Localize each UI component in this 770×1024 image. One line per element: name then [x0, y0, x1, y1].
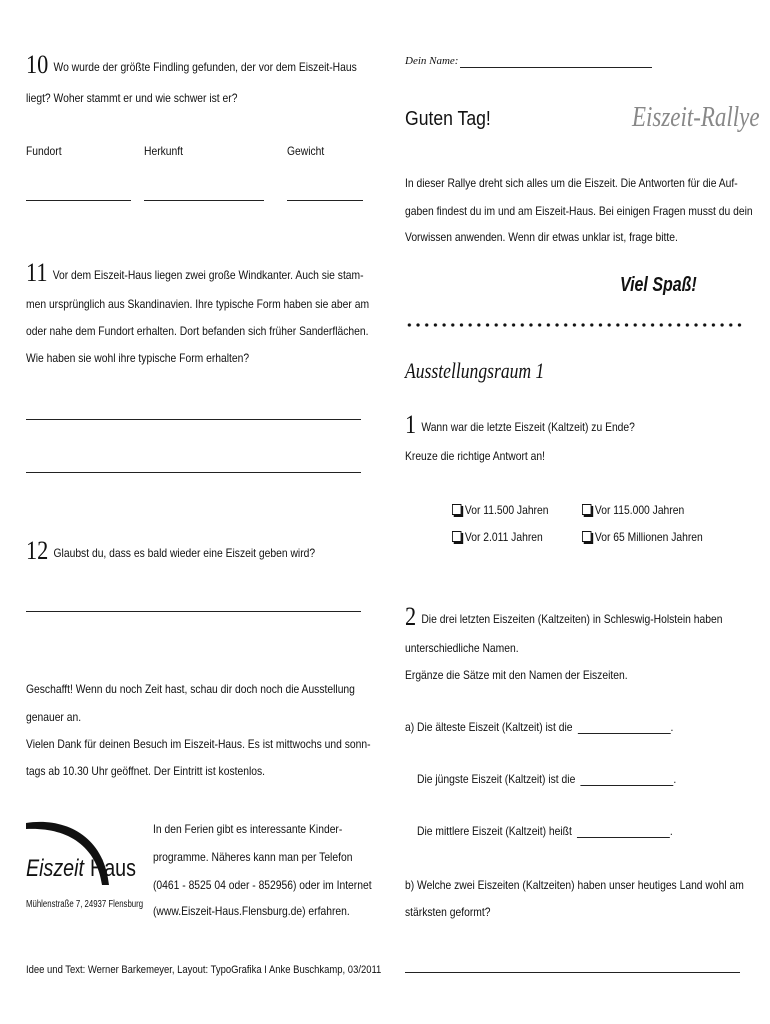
- q2a3-line: Die mittlere Eiszeit (Kaltzeit) heißt .: [417, 824, 673, 838]
- closing-line3: Vielen Dank für deinen Besuch im Eiszeit-Haus. Es ist mittwochs und sonn-: [26, 737, 371, 751]
- q2a2-line: Die jüngste Eiszeit (Kaltzeit) ist die .: [417, 772, 677, 786]
- q10-text: Wo wurde der größte Findling gefunden, der vor dem Eiszeit-Haus: [53, 60, 357, 74]
- q2a-answer-line[interactable]: [578, 721, 671, 734]
- viel-spass: Viel Spaß!: [620, 274, 697, 296]
- q1-text: Wann war die letzte Eiszeit (Kaltzeit) zu Ende?: [421, 420, 635, 434]
- checkbox-icon[interactable]: [452, 504, 461, 515]
- q12-line: [26, 538, 315, 566]
- checkbox-icon[interactable]: [582, 504, 591, 515]
- intro-line2: gaben findest du im und am Eiszeit-Haus. Bei einigen Fragen musst du dein: [405, 204, 753, 218]
- q12-text: Glaubst du, dass es bald wieder eine Eiszeit geben wird?: [53, 546, 316, 560]
- holidays-line2: programme. Näheres kann man per Telefon: [153, 850, 353, 864]
- q1-option-1-label: Vor 11.500 Jahren: [464, 503, 549, 517]
- fundort-label: Fundort: [26, 144, 62, 158]
- q1-line2: Kreuze die richtige Antwort an!: [405, 449, 545, 463]
- dotted-divider: [405, 323, 745, 327]
- checkbox-icon[interactable]: [582, 531, 591, 542]
- q2-line2: unterschiedliche Namen.: [405, 641, 519, 655]
- q11-line1: [26, 260, 364, 288]
- q1-option-2[interactable]: [582, 497, 684, 523]
- q2a3-answer-line[interactable]: [577, 825, 670, 838]
- q2-text: Die drei letzten Eiszeiten (Kaltzeiten) in Schleswig-Holstein haben: [421, 612, 723, 626]
- q1-option-3-label: Vor 2.011 Jahren: [464, 530, 543, 544]
- name-label: Dein Name:: [405, 55, 459, 67]
- herkunft-answer-line[interactable]: [144, 200, 264, 201]
- logo-address: Mühlenstraße 7, 24937 Flensburg: [26, 899, 144, 910]
- q11-text: Vor dem Eiszeit-Haus liegen zwei große Windkanter. Auch sie stam-: [52, 268, 364, 282]
- q2a-line: a) Die älteste Eiszeit (Kaltzeit) ist die .: [405, 720, 674, 734]
- q11-line2: men ursprünglich aus Skandinavien. Ihre typische Form haben sie aber am: [26, 297, 370, 311]
- gewicht-label: Gewicht: [287, 144, 325, 158]
- rallye-title: Eiszeit-Rallye: [632, 102, 760, 133]
- q2a2-text: Die jüngste Eiszeit (Kaltzeit) ist die: [417, 772, 576, 786]
- q10-number: 10: [26, 50, 49, 79]
- q2-number: 2: [405, 602, 417, 631]
- herkunft-label: Herkunft: [144, 144, 184, 158]
- fundort-answer-line[interactable]: [26, 200, 131, 201]
- q2b-answer-line[interactable]: [405, 972, 740, 973]
- checkbox-icon[interactable]: [452, 531, 461, 542]
- intro-line3: Vorwissen anwenden. Wenn dir etwas unklar ist, frage bitte.: [405, 230, 678, 244]
- holidays-line3: (0461 - 8525 04 oder - 852956) oder im Internet: [153, 878, 372, 892]
- credits: Idee und Text: Werner Barkemeyer, Layout: TypoGrafika I Anke Buschkamp, 03/2011: [26, 964, 382, 976]
- q11-answer-line-1[interactable]: [26, 419, 361, 420]
- eiszeit-haus-logo: [24, 815, 144, 915]
- intro-line1: In dieser Rallye dreht sich alles um die Eiszeit. Die Antworten für die Auf-: [405, 176, 738, 190]
- q12-number: 12: [26, 536, 49, 565]
- q11-answer-line-2[interactable]: [26, 472, 361, 473]
- closing-line2: genauer an.: [26, 710, 82, 724]
- q2a2-answer-line[interactable]: [580, 773, 673, 786]
- q11-line4: Wie haben sie wohl ihre typische Form erhalten?: [26, 351, 250, 365]
- q1-line1: [405, 412, 635, 440]
- q1-option-2-label: Vor 115.000 Jahren: [594, 503, 685, 517]
- q1-option-4-label: Vor 65 Millionen Jahren: [594, 530, 703, 544]
- closing-line4: tags ab 10.30 Uhr geöffnet. Der Eintritt ist kostenlos.: [26, 764, 266, 778]
- q11-line3: oder nahe dem Fundort erhalten. Dort befanden sich früher Sanderflächen.: [26, 324, 369, 338]
- logo-word-haus: Haus: [90, 855, 136, 882]
- logo-word-eiszeit: Eiszeit: [26, 855, 84, 882]
- greeting: Guten Tag!: [405, 108, 491, 130]
- holidays-line4: (www.Eiszeit-Haus.Flensburg.de) erfahren.: [153, 904, 350, 918]
- q1-option-3[interactable]: [452, 524, 543, 550]
- q2-line1: [405, 604, 723, 632]
- q10-line1: [26, 52, 357, 80]
- q10-line2: liegt? Woher stammt er und wie schwer ist er?: [26, 91, 238, 105]
- q2a-text: a) Die älteste Eiszeit (Kaltzeit) ist die: [405, 720, 573, 734]
- q12-answer-line[interactable]: [26, 611, 361, 612]
- q1-number: 1: [405, 410, 417, 439]
- name-input-line[interactable]: [460, 67, 652, 68]
- q2b-line2: stärksten geformt?: [405, 905, 491, 919]
- q2a3-text: Die mittlere Eiszeit (Kaltzeit) heißt: [417, 824, 572, 838]
- q2b-line1: b) Welche zwei Eiszeiten (Kaltzeiten) haben unser heutiges Land wohl am: [405, 878, 744, 892]
- holidays-line1: In den Ferien gibt es interessante Kinder-: [153, 822, 343, 836]
- q1-option-4[interactable]: [582, 524, 703, 550]
- q11-number: 11: [26, 258, 48, 287]
- q1-option-1[interactable]: [452, 497, 548, 523]
- q2-line3: Ergänze die Sätze mit den Namen der Eiszeiten.: [405, 668, 628, 682]
- gewicht-answer-line[interactable]: [287, 200, 363, 201]
- section-heading: Ausstellungsraum 1: [405, 358, 545, 383]
- closing-line1: Geschafft! Wenn du noch Zeit hast, schau dir doch noch die Ausstellung: [26, 682, 355, 696]
